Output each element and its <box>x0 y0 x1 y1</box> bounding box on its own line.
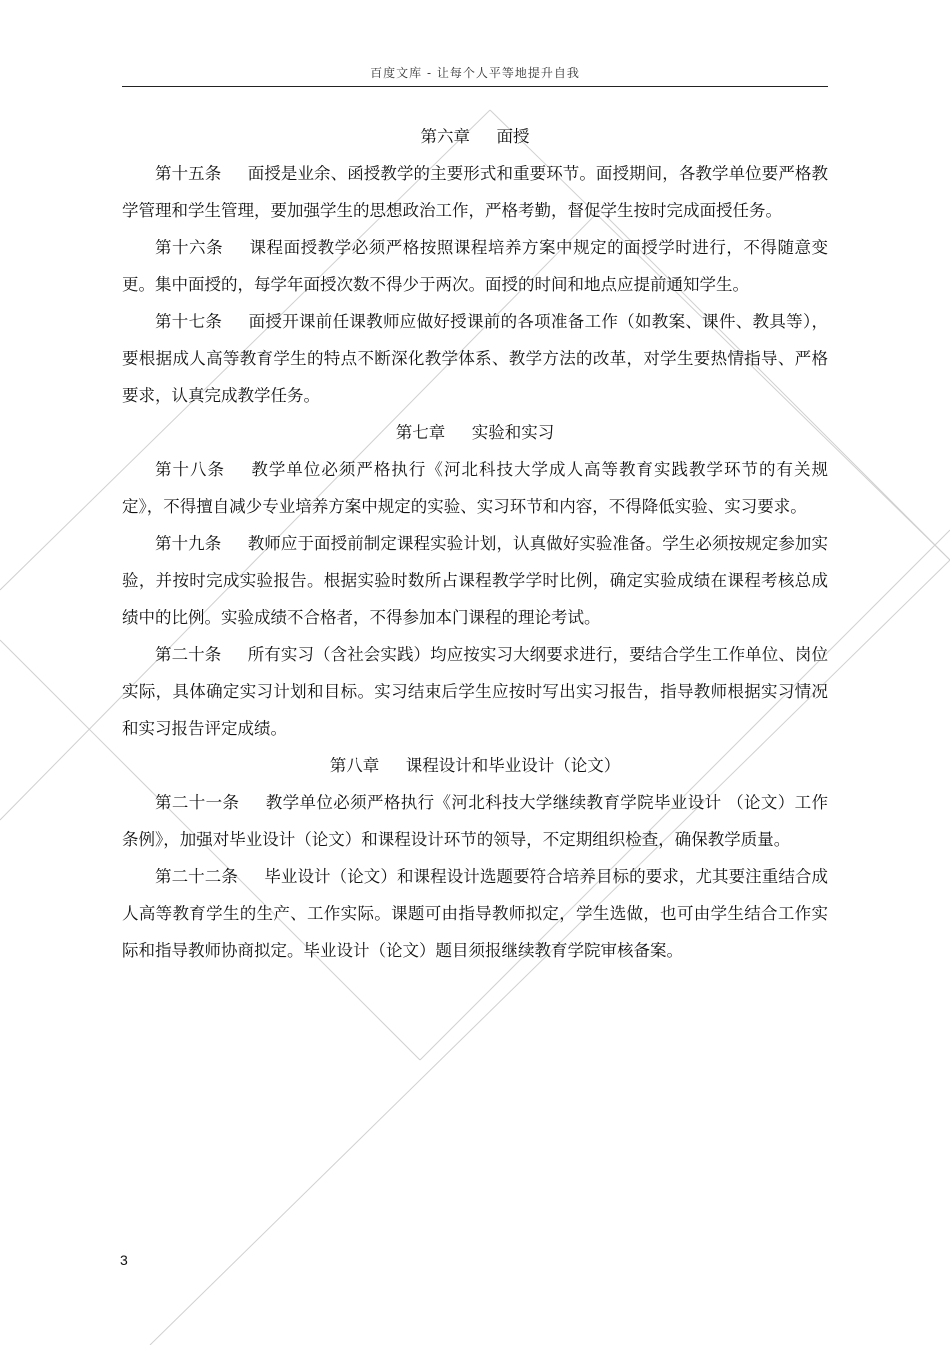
page-number: 3 <box>120 1252 128 1268</box>
article-number: 第二十条 <box>155 645 222 664</box>
chapter-title: 面授 <box>496 127 530 146</box>
chapter-heading <box>122 747 828 784</box>
article-paragraph <box>122 636 828 747</box>
article-number: 第十七条 <box>155 312 223 331</box>
article-paragraph <box>122 451 828 525</box>
chapter-title: 课程设计和毕业设计（论文） <box>405 756 621 775</box>
page-header: 百度文库 - 让每个人平等地提升自我 <box>370 66 580 80</box>
article-text: 课程面授教学必须严格按照课程培养方案中规定的面授学时进行，不得随意变更。集中面授的，每学年面授次数不得少于两次。面授的时间和地点应提前通知学生。 <box>122 238 829 294</box>
article-paragraph <box>122 229 828 303</box>
article-text: 教师应于面授前制定课程实验计划，认真做好实验准备。学生必须按规定参加实验，并按时完成实验报告。根据实验时数所占课程教学学时比例，确定实验成绩在课程考核总成绩中的比例。实验成绩不合格者，不得参加本门课程的理论考试。 <box>122 534 829 627</box>
article-text: 教学单位必须严格执行《河北科技大学继续教育学院毕业设计 （论文）工作条例》，加强对毕业设计（论文）和课程设计环节的领导，不定期组织检查，确保教学质量。 <box>122 793 828 849</box>
chapter-heading <box>122 414 828 451</box>
article-number: 第二十二条 <box>155 867 238 886</box>
article-paragraph <box>122 303 828 414</box>
article-number: 第十五条 <box>155 164 222 183</box>
chapter-number: 第六章 <box>420 127 471 146</box>
chapter-number: 第八章 <box>329 756 380 775</box>
article-number: 第十八条 <box>155 460 226 479</box>
article-paragraph <box>122 525 828 636</box>
chapter-title: 实验和实习 <box>471 423 555 442</box>
header-rule <box>122 86 828 87</box>
article-text: 所有实习（含社会实践）均应按实习大纲要求进行，要结合学生工作单位、岗位实际，具体确定实习计划和目标。实习结束后学生应按时写出实习报告，指导教师根据实习情况和实习报告评定成绩。 <box>122 645 829 738</box>
article-number: 第十九条 <box>155 534 222 553</box>
article-paragraph <box>122 858 828 969</box>
article-number: 第二十一条 <box>155 793 240 812</box>
article-text: 面授开课前任课教师应做好授课前的各项准备工作（如教案、课件、教具等），要根据成人高等教育学生的特点不断深化教学体系、教学方法的改革，对学生要热情指导、严格要求，认真完成教学任务。 <box>122 312 829 405</box>
chapter-heading <box>122 118 828 155</box>
article-text: 教学单位必须严格执行《河北科技大学成人高等教育实践教学环节的有关规定》，不得擅自减少专业培养方案中规定的实验、实习环节和内容，不得降低实验、实习要求。 <box>122 460 829 516</box>
document-body <box>122 118 828 969</box>
article-number: 第十六条 <box>155 238 224 257</box>
article-paragraph <box>122 155 828 229</box>
article-text: 毕业设计（论文）和课程设计选题要符合培养目标的要求，尤其要注重结合成人高等教育学生的生产、工作实际。课题可由指导教师拟定，学生选做，也可由学生结合工作实际和指导教师协商拟定。毕业设计（论文）题目须报继续教育学院审核备案。 <box>122 867 829 960</box>
chapter-number: 第七章 <box>395 423 446 442</box>
article-paragraph <box>122 784 828 858</box>
article-text: 面授是业余、函授教学的主要形式和重要环节。面授期间，各教学单位要严格教学管理和学生管理，要加强学生的思想政治工作，严格考勤，督促学生按时完成面授任务。 <box>122 164 829 220</box>
